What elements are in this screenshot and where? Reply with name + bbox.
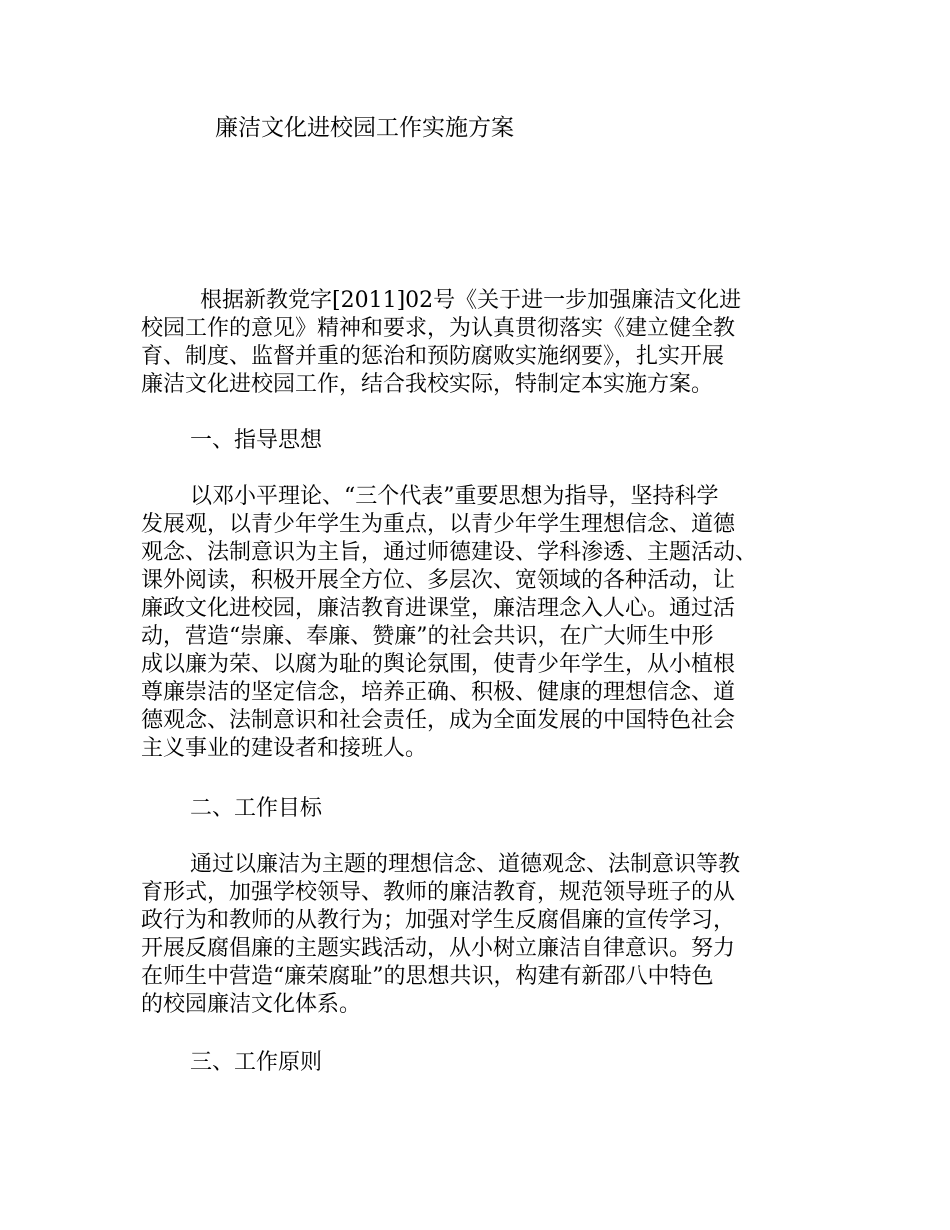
intro-line-4: 廉洁文化进校园工作，结合我校实际，特制定本实施方案。 <box>141 372 714 397</box>
section1-line-6: 动，营造“崇廉、奉廉、赞廉”的社会共识，在广大师生中形 <box>141 624 714 649</box>
section-heading-guiding-ideology: 一、指导思想 <box>190 428 323 453</box>
section-heading-work-principles: 三、工作原则 <box>190 1050 323 1075</box>
intro-line-2: 校园工作的意见》精神和要求，为认真贯彻落实《建立健全教 <box>141 316 736 341</box>
section2-line-4: 开展反腐倡廉的主题实践活动，从小树立廉洁自律意识。努力 <box>141 936 736 961</box>
section1-line-10: 主义事业的建设者和接班人。 <box>141 736 428 761</box>
section1-line-2: 发展观，以青少年学生为重点，以青少年学生理想信念、道德 <box>141 512 736 537</box>
section2-line-3: 政行为和教师的从教行为；加强对学生反腐倡廉的宣传学习， <box>141 908 736 933</box>
section1-line-3: 观念、法制意识为主旨，通过师德建设、学科渗透、主题活动、 <box>141 540 758 565</box>
section2-line-5: 在师生中营造“廉荣腐耻”的思想共识，构建有新邵八中特色 <box>141 964 714 989</box>
section1-line-7: 成以廉为荣、以腐为耻的舆论氛围，使青少年学生，从小植根 <box>141 652 736 677</box>
section1-line-8: 尊廉崇洁的坚定信念，培养正确、积极、健康的理想信念、道 <box>141 680 736 705</box>
section-heading-work-goals: 二、工作目标 <box>190 796 323 821</box>
section2-line-2: 育形式，加强学校领导、教师的廉洁教育，规范领导班子的从 <box>141 880 736 905</box>
intro-line-3: 育、制度、监督并重的惩治和预防腐败实施纲要》，扎实开展 <box>141 344 725 369</box>
section1-line-5: 廉政文化进校园，廉洁教育进课堂，廉洁理念入人心。通过活 <box>141 596 736 621</box>
document-title: 廉洁文化进校园工作实施方案 <box>215 115 514 141</box>
section2-line-6: 的校园廉洁文化体系。 <box>141 992 362 1017</box>
section1-line-9: 德观念、法制意识和社会责任，成为全面发展的中国特色社会 <box>141 708 736 733</box>
intro-line-1: 根据新教党字[2011]02号《关于进一步加强廉洁文化进 <box>200 288 742 313</box>
section1-line-1: 以邓小平理论、“三个代表”重要思想为指导，坚持科学 <box>190 484 719 509</box>
section1-line-4: 课外阅读，积极开展全方位、多层次、宽领域的各种活动，让 <box>141 568 736 593</box>
section2-line-1: 通过以廉洁为主题的理想信念、道德观念、法制意识等教 <box>190 852 741 877</box>
